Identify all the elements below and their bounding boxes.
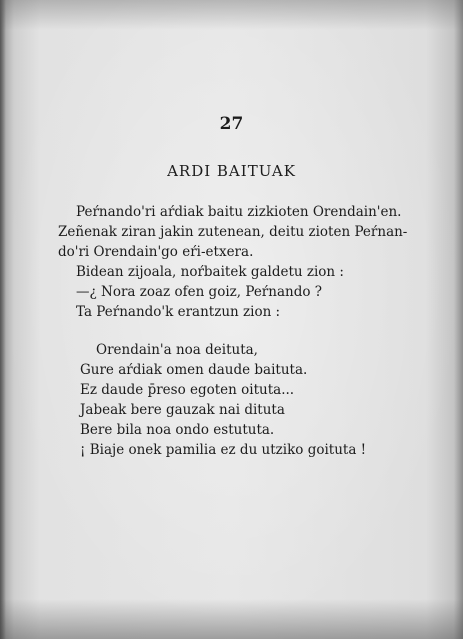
prose-line-1: Peŕnando'ri aŕdiak baitu zizkioten Orendain'en. xyxy=(76,204,402,220)
verse-line-5: Bere bila noa ondo estututa. xyxy=(80,422,275,438)
page-gutter-shadow xyxy=(0,0,6,639)
verse-line-2: Gure aŕdiak omen daude baituta. xyxy=(80,362,308,378)
chapter-title: ARDI BAITUAK xyxy=(167,162,296,180)
page-top-shadow xyxy=(0,0,463,30)
prose-line-6: Ta Peŕnando'k erantzun zion : xyxy=(76,304,281,320)
page-number: 27 xyxy=(219,114,244,134)
verse-line-4: Jabeak bere gauzak nai dituta xyxy=(80,402,285,418)
verse-line-6: ¡ Biaje onek pamilia ez du utziko goituta ! xyxy=(80,442,367,458)
page-bottom-shadow xyxy=(0,599,463,639)
verse-line-3: Ez daude p̄reso egoten oituta... xyxy=(80,382,295,398)
prose-line-2: Zeñenak ziran jakin zutenean, deitu zioten Peŕnan- xyxy=(58,224,408,240)
prose-line-5: —¿ Nora zoaz ofen goiz, Peŕnando ? xyxy=(76,284,322,300)
prose-line-4: Bidean zijoala, noŕbaitek galdetu zion : xyxy=(76,264,344,280)
verse-line-1: Orendain'a noa deituta, xyxy=(96,342,258,358)
prose-line-3: do'ri Orendain'go eŕi-etxera. xyxy=(58,244,254,260)
